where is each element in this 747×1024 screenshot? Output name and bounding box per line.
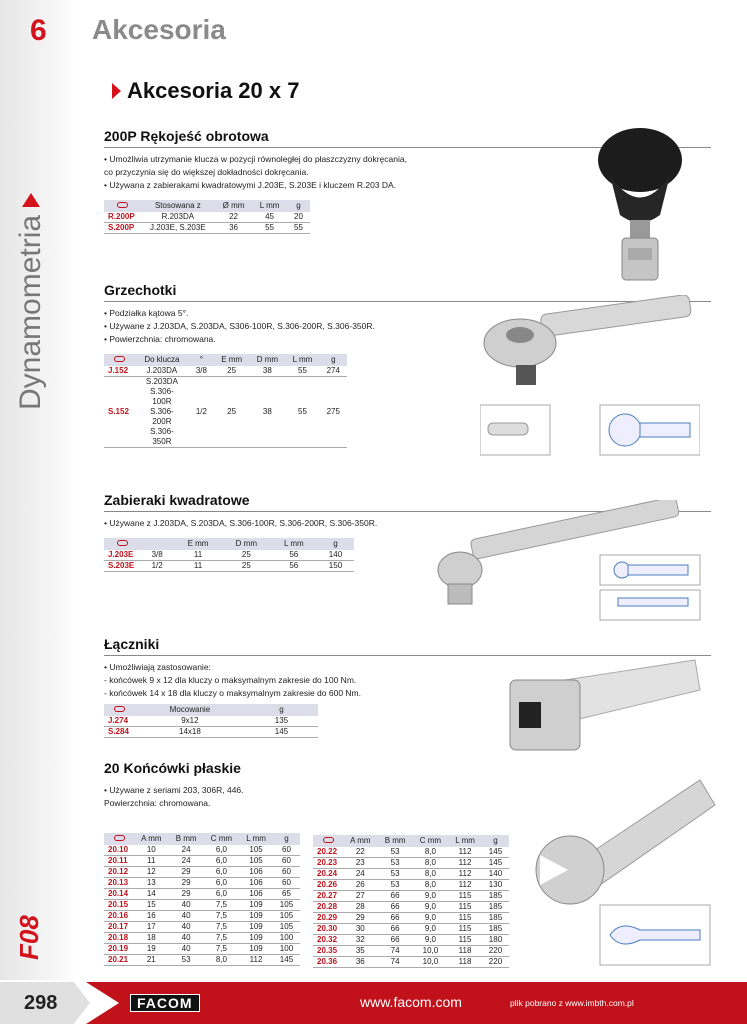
block-title: Grzechotki bbox=[104, 282, 711, 302]
col-header: E mm bbox=[214, 354, 250, 366]
desc-line: Powierzchnia: chromowana. bbox=[104, 798, 211, 808]
desc-line: - końcówek 9 x 12 dla kluczy o maksymalnym zakresie do 100 Nm. bbox=[104, 675, 357, 685]
table-row: 20.30 30 66 9,0 115 185 bbox=[313, 924, 509, 935]
catalog-logo: F08 bbox=[14, 915, 44, 960]
spec-table-right bbox=[313, 835, 509, 968]
table-row: 20.12 12 29 6,0 106 60 bbox=[104, 867, 300, 878]
col-header: C mm bbox=[204, 833, 240, 845]
footer bbox=[0, 982, 747, 1024]
block-desc bbox=[104, 784, 524, 810]
facom-icon bbox=[117, 540, 128, 546]
section-title: Akcesoria 20 x 7 bbox=[127, 78, 300, 103]
col-header: A mm bbox=[134, 833, 169, 845]
desc-line: • Powierzchnia: chromowana. bbox=[104, 334, 216, 344]
table-row: 20.35 35 74 10,0 118 220 bbox=[313, 946, 509, 957]
chapter-title: Akcesoria bbox=[92, 14, 226, 45]
col-header: g bbox=[273, 833, 300, 845]
table-row: 20.13 13 29 6,0 106 60 bbox=[104, 878, 300, 889]
table-row: 20.23 23 53 8,0 112 145 bbox=[313, 858, 509, 869]
table-row: 20.15 15 40 7,5 109 105 bbox=[104, 900, 300, 911]
facom-icon bbox=[114, 356, 125, 362]
col-header: L mm bbox=[271, 538, 317, 550]
col-header: g bbox=[320, 354, 347, 366]
side-category bbox=[14, 210, 48, 410]
col-header: L mm bbox=[239, 833, 273, 845]
block-title: 20 Końcówki płaskie bbox=[104, 760, 241, 776]
col-header: E mm bbox=[174, 538, 222, 550]
spec-table bbox=[104, 538, 354, 572]
ratchet-image bbox=[480, 295, 700, 465]
facom-icon bbox=[114, 835, 125, 841]
desc-line: • Używane z J.203DA, S.203DA, S.306-100R, S.306-200R, S.306-350R. bbox=[104, 518, 378, 528]
col-header: Do klucza bbox=[135, 354, 189, 366]
col-header: C mm bbox=[413, 835, 449, 847]
table-row: 20.28 28 66 9,0 115 185 bbox=[313, 902, 509, 913]
credit-text: plik pobrano z www.imbth.com.pl bbox=[510, 998, 634, 1008]
block-koncowki bbox=[104, 760, 524, 810]
facom-icon bbox=[323, 837, 334, 843]
desc-line: • Używane z J.203DA, S.203DA, S306-100R, S.306-200R, S.306-350R. bbox=[104, 321, 375, 331]
col-header: Ø mm bbox=[215, 200, 252, 212]
table-row: R.200P R.203DA 22 45 20 bbox=[104, 212, 310, 223]
col-header: L mm bbox=[252, 200, 287, 212]
col-header: g bbox=[482, 835, 509, 847]
col-header: L mm bbox=[285, 354, 319, 366]
block-title: 200P Rękojeść obrotowa bbox=[104, 128, 711, 148]
knob-image bbox=[590, 120, 700, 290]
col-header: B mm bbox=[169, 833, 204, 845]
flat-end-image bbox=[520, 760, 720, 975]
section-heading bbox=[112, 78, 299, 104]
col-header: D mm bbox=[249, 354, 285, 366]
table-row: 20.21 21 53 8,0 112 145 bbox=[104, 955, 300, 966]
table-row: 20.29 29 66 9,0 115 185 bbox=[313, 913, 509, 924]
desc-line: - końcówek 14 x 18 dla kluczy o maksymalnym zakresie do 600 Nm. bbox=[104, 688, 361, 698]
facom-icon bbox=[114, 706, 125, 712]
table-row: 20.32 32 66 9,0 115 180 bbox=[313, 935, 509, 946]
col-header: g bbox=[317, 538, 354, 550]
table-row: 20.19 19 40 7,5 109 100 bbox=[104, 944, 300, 955]
side-category-label: Dynamometria bbox=[14, 214, 47, 410]
table-row: 20.14 14 29 6,0 106 65 bbox=[104, 889, 300, 900]
table-row: S.203E 1/2 11 25 56 150 bbox=[104, 561, 354, 572]
col-header: ° bbox=[189, 354, 214, 366]
col-header: g bbox=[245, 704, 318, 716]
col-header: Stosowana z bbox=[141, 200, 215, 212]
spec-table-left bbox=[104, 833, 300, 966]
desc-line: • Podziałka kątowa 5°. bbox=[104, 308, 189, 318]
table-row: 20.22 22 53 8,0 112 145 bbox=[313, 847, 509, 858]
connector-image bbox=[505, 650, 705, 760]
table-row: 20.17 17 40 7,5 109 105 bbox=[104, 922, 300, 933]
desc-line: co przyczynia się do większej dokładności dokręcania. bbox=[104, 167, 309, 177]
table-row: 20.24 24 53 8,0 112 140 bbox=[313, 869, 509, 880]
chapter-number: 6 bbox=[30, 14, 47, 47]
spec-table bbox=[104, 704, 318, 738]
table-row: 20.18 18 40 7,5 109 100 bbox=[104, 933, 300, 944]
block-title: Zabieraki kwadratowe bbox=[104, 492, 711, 512]
block-title: Łączniki bbox=[104, 636, 711, 656]
table-row: 20.27 27 66 9,0 115 185 bbox=[313, 891, 509, 902]
facom-icon bbox=[117, 202, 128, 208]
desc-line: • Umożliwiają zastosowanie: bbox=[104, 662, 211, 672]
table-row: S.284 14x18 145 bbox=[104, 727, 318, 738]
table-row: J.274 9x12 135 bbox=[104, 716, 318, 727]
table-row: 20.10 10 24 6,0 105 60 bbox=[104, 845, 300, 856]
table-row: 20.26 26 53 8,0 112 130 bbox=[313, 880, 509, 891]
col-header: B mm bbox=[378, 835, 413, 847]
col-header: A mm bbox=[343, 835, 378, 847]
col-header: D mm bbox=[222, 538, 271, 550]
spec-table bbox=[104, 354, 347, 448]
side-band bbox=[0, 0, 76, 980]
col-header: L mm bbox=[448, 835, 482, 847]
col-header: g bbox=[287, 200, 310, 212]
table-row: J.152 J.203DA 3/8 25 38 55 274 bbox=[104, 366, 347, 377]
table-row: 20.16 16 40 7,5 109 105 bbox=[104, 911, 300, 922]
table-row: J.203E 3/8 11 25 56 140 bbox=[104, 550, 354, 561]
square-drive-image bbox=[430, 500, 710, 630]
col-header: Mocowanie bbox=[135, 704, 245, 716]
desc-line: • Używana z zabierakami kwadratowymi J.203E, S.203E i kluczem R.203 DA. bbox=[104, 180, 397, 190]
website-link[interactable]: www.facom.com bbox=[360, 994, 462, 1010]
table-row: S.200P J.203E, S.203E 36 55 55 bbox=[104, 223, 310, 234]
triangle-icon bbox=[112, 83, 121, 99]
table-row: S.152 S.203DA S.306-100R S.306-200R S.306-350R 1/2 25 38 55 275 bbox=[104, 377, 347, 448]
spec-table bbox=[104, 200, 310, 234]
desc-line: • Używane z seriami 203, 306R, 446. bbox=[104, 785, 244, 795]
col-header bbox=[140, 538, 174, 550]
triangle-icon bbox=[22, 193, 40, 207]
brand-logo: FACOM bbox=[130, 994, 200, 1012]
page-number: 298 bbox=[24, 992, 58, 1014]
table-row: 20.36 36 74 10,0 118 220 bbox=[313, 957, 509, 968]
table-row: 20.11 11 24 6,0 105 60 bbox=[104, 856, 300, 867]
desc-line: • Umożliwia utrzymanie klucza w pozycji równoległej do płaszczyzny dokręcania, bbox=[104, 154, 407, 164]
